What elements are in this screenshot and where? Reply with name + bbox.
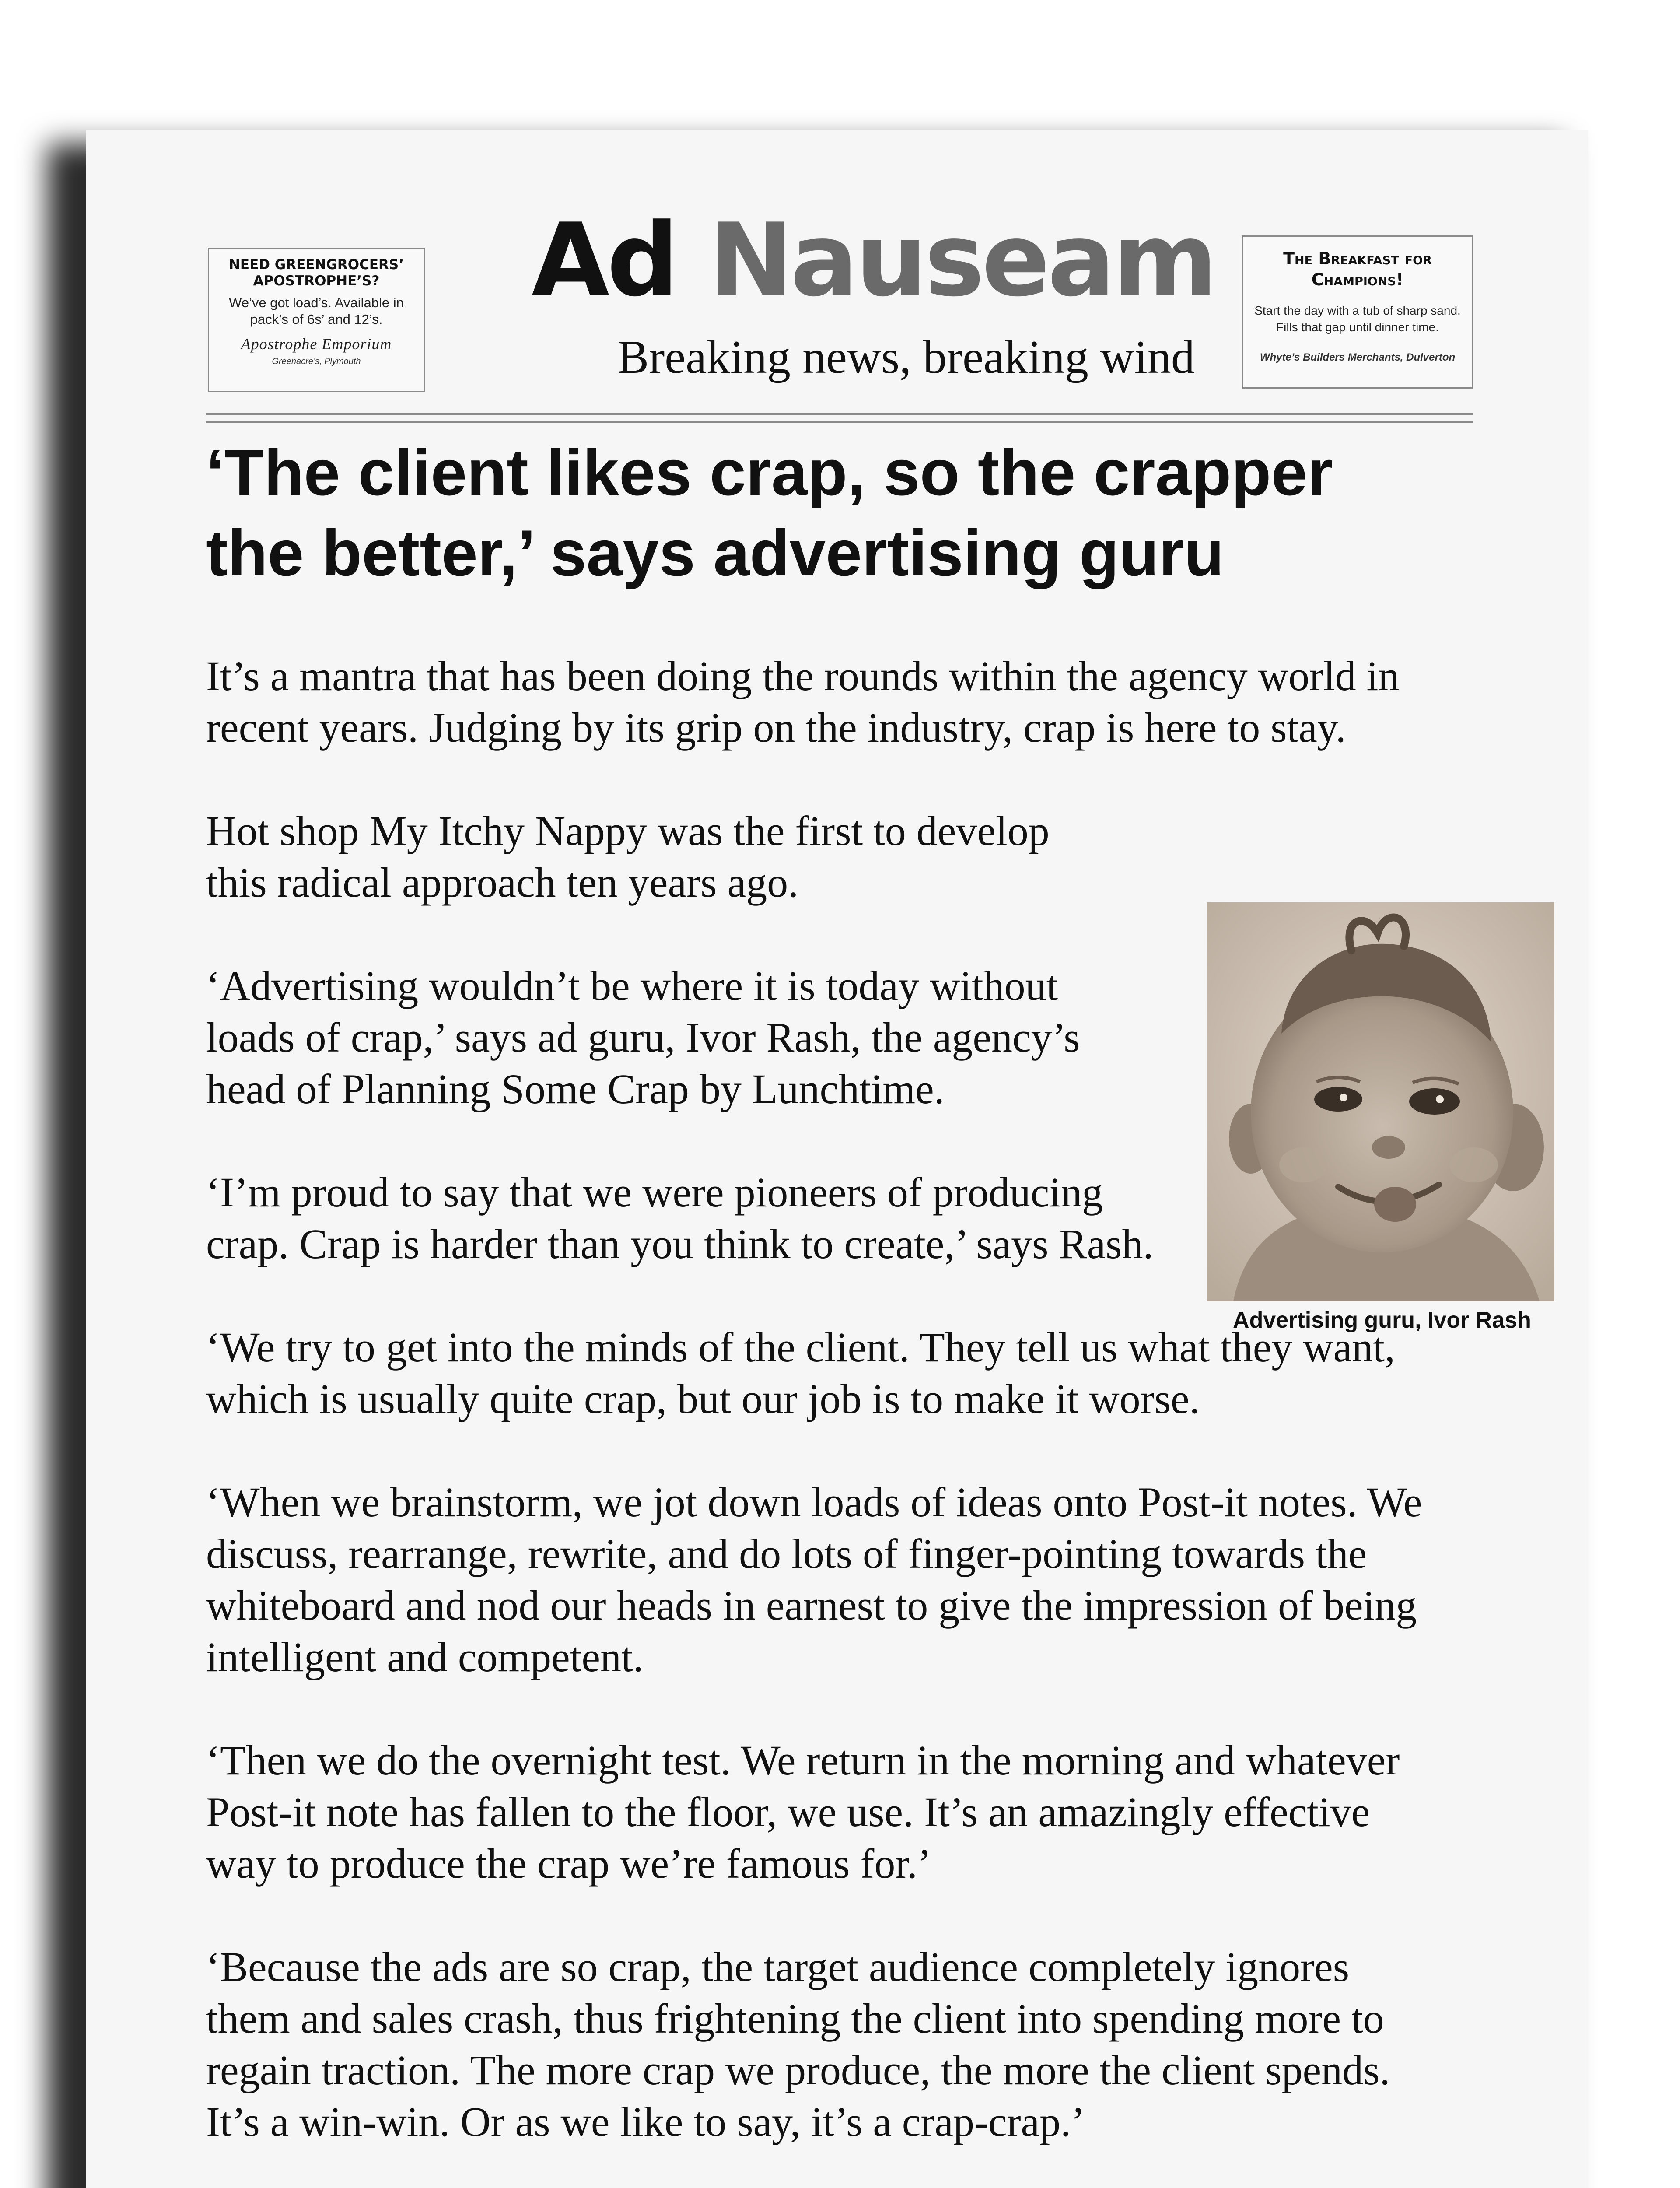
body-line: this radical approach ten years ago.	[206, 859, 799, 906]
ad-left-heading-1: NEED GREENGROCERS’	[228, 257, 404, 273]
body-line: Hot shop My Itchy Nappy was the first to develop	[206, 807, 1050, 854]
body-line: It’s a mantra that has been doing the rounds within the agency world in	[206, 652, 1400, 699]
masthead-rule-top	[206, 413, 1474, 415]
body-line: Post-it note has fallen to the floor, we use. It’s an amazingly effective	[206, 1788, 1370, 1835]
body-line: recent years. Judging by its grip on the industry, crap is here to stay.	[206, 704, 1346, 751]
body-line: whiteboard and nod our heads in earnest to give the impression of being	[206, 1582, 1417, 1629]
body-line: ‘Then we do the overnight test. We return in the morning and whatever	[206, 1737, 1400, 1784]
masthead-rule-bottom	[206, 421, 1474, 423]
body-line: ‘I’m proud to say that we were pioneers of producing	[206, 1169, 1103, 1216]
ad-right-heading-1: The Breakfast for	[1283, 249, 1432, 268]
ad-left-heading-2: APOSTROPHE’S?	[253, 273, 380, 289]
ad-right-body-2: Fills that gap until dinner time.	[1276, 320, 1439, 334]
ad-right-body-1: Start the day with a tub of sharp sand.	[1254, 304, 1461, 317]
headline-line-1: ‘The client likes crap, so the crapper	[206, 436, 1333, 509]
article-headline	[206, 432, 1519, 593]
body-line: crap. Crap is harder than you think to create,’ says Rash.	[206, 1220, 1154, 1267]
body-line: It’s a win-win. Or as we like to say, it’s a crap-crap.’	[206, 2098, 1085, 2145]
apostrophe-emporium-ad	[208, 248, 425, 392]
ad-right-footer: Whyte’s Builders Merchants, Dulverton	[1260, 351, 1456, 363]
ad-left-body-1: We’ve got load’s. Available in	[229, 295, 404, 310]
masthead-tagline: Breaking news, breaking wind	[617, 331, 1195, 383]
body-line: ‘Advertising wouldn’t be where it is today without	[206, 962, 1058, 1009]
ad-left-body-2: pack’s of 6s’ and 12’s.	[250, 312, 383, 327]
masthead-word-nauseam: Nauseam	[708, 202, 1215, 319]
masthead-word-ad: Ad	[532, 202, 676, 319]
newspaper-page	[86, 130, 1588, 2188]
ad-right-heading-2: Champions!	[1311, 270, 1404, 289]
body-line: head of Planning Some Crap by Lunchtime.	[206, 1066, 945, 1112]
body-line: which is usually quite crap, but our job is to make it worse.	[206, 1375, 1200, 1422]
ad-left-footer: Greenacre’s, Plymouth	[272, 357, 361, 366]
baby-portrait-photo	[1207, 902, 1554, 1301]
headline-line-2: the better,’ says advertising guru	[206, 516, 1224, 589]
body-line: regain traction. The more crap we produce, the more the client spends.	[206, 2047, 1390, 2093]
masthead-title	[480, 191, 1267, 331]
body-line: ‘When we brainstorm, we jot down loads of ideas onto Post-it notes. We	[206, 1479, 1422, 1525]
body-line: discuss, rearrange, rewrite, and do lots of finger-pointing towards the	[206, 1530, 1367, 1577]
body-line: ‘Because the ads are so crap, the target audience completely ignores	[206, 1943, 1350, 1990]
ad-left-brand: Apostrophe Emporium	[241, 335, 392, 353]
body-line: ‘We try to get into the minds of the client. They tell us what they want,	[206, 1324, 1395, 1371]
photo-caption: Advertising guru, Ivor Rash	[1233, 1308, 1531, 1333]
body-line: intelligent and competent.	[206, 1634, 644, 1680]
body-line: loads of crap,’ says ad guru, Ivor Rash, the agency’s	[206, 1014, 1080, 1061]
body-line: them and sales crash, thus frightening the client into spending more to	[206, 1995, 1384, 2042]
body-line: way to produce the crap we’re famous for.’	[206, 1840, 931, 1887]
breakfast-champions-ad	[1242, 235, 1474, 389]
